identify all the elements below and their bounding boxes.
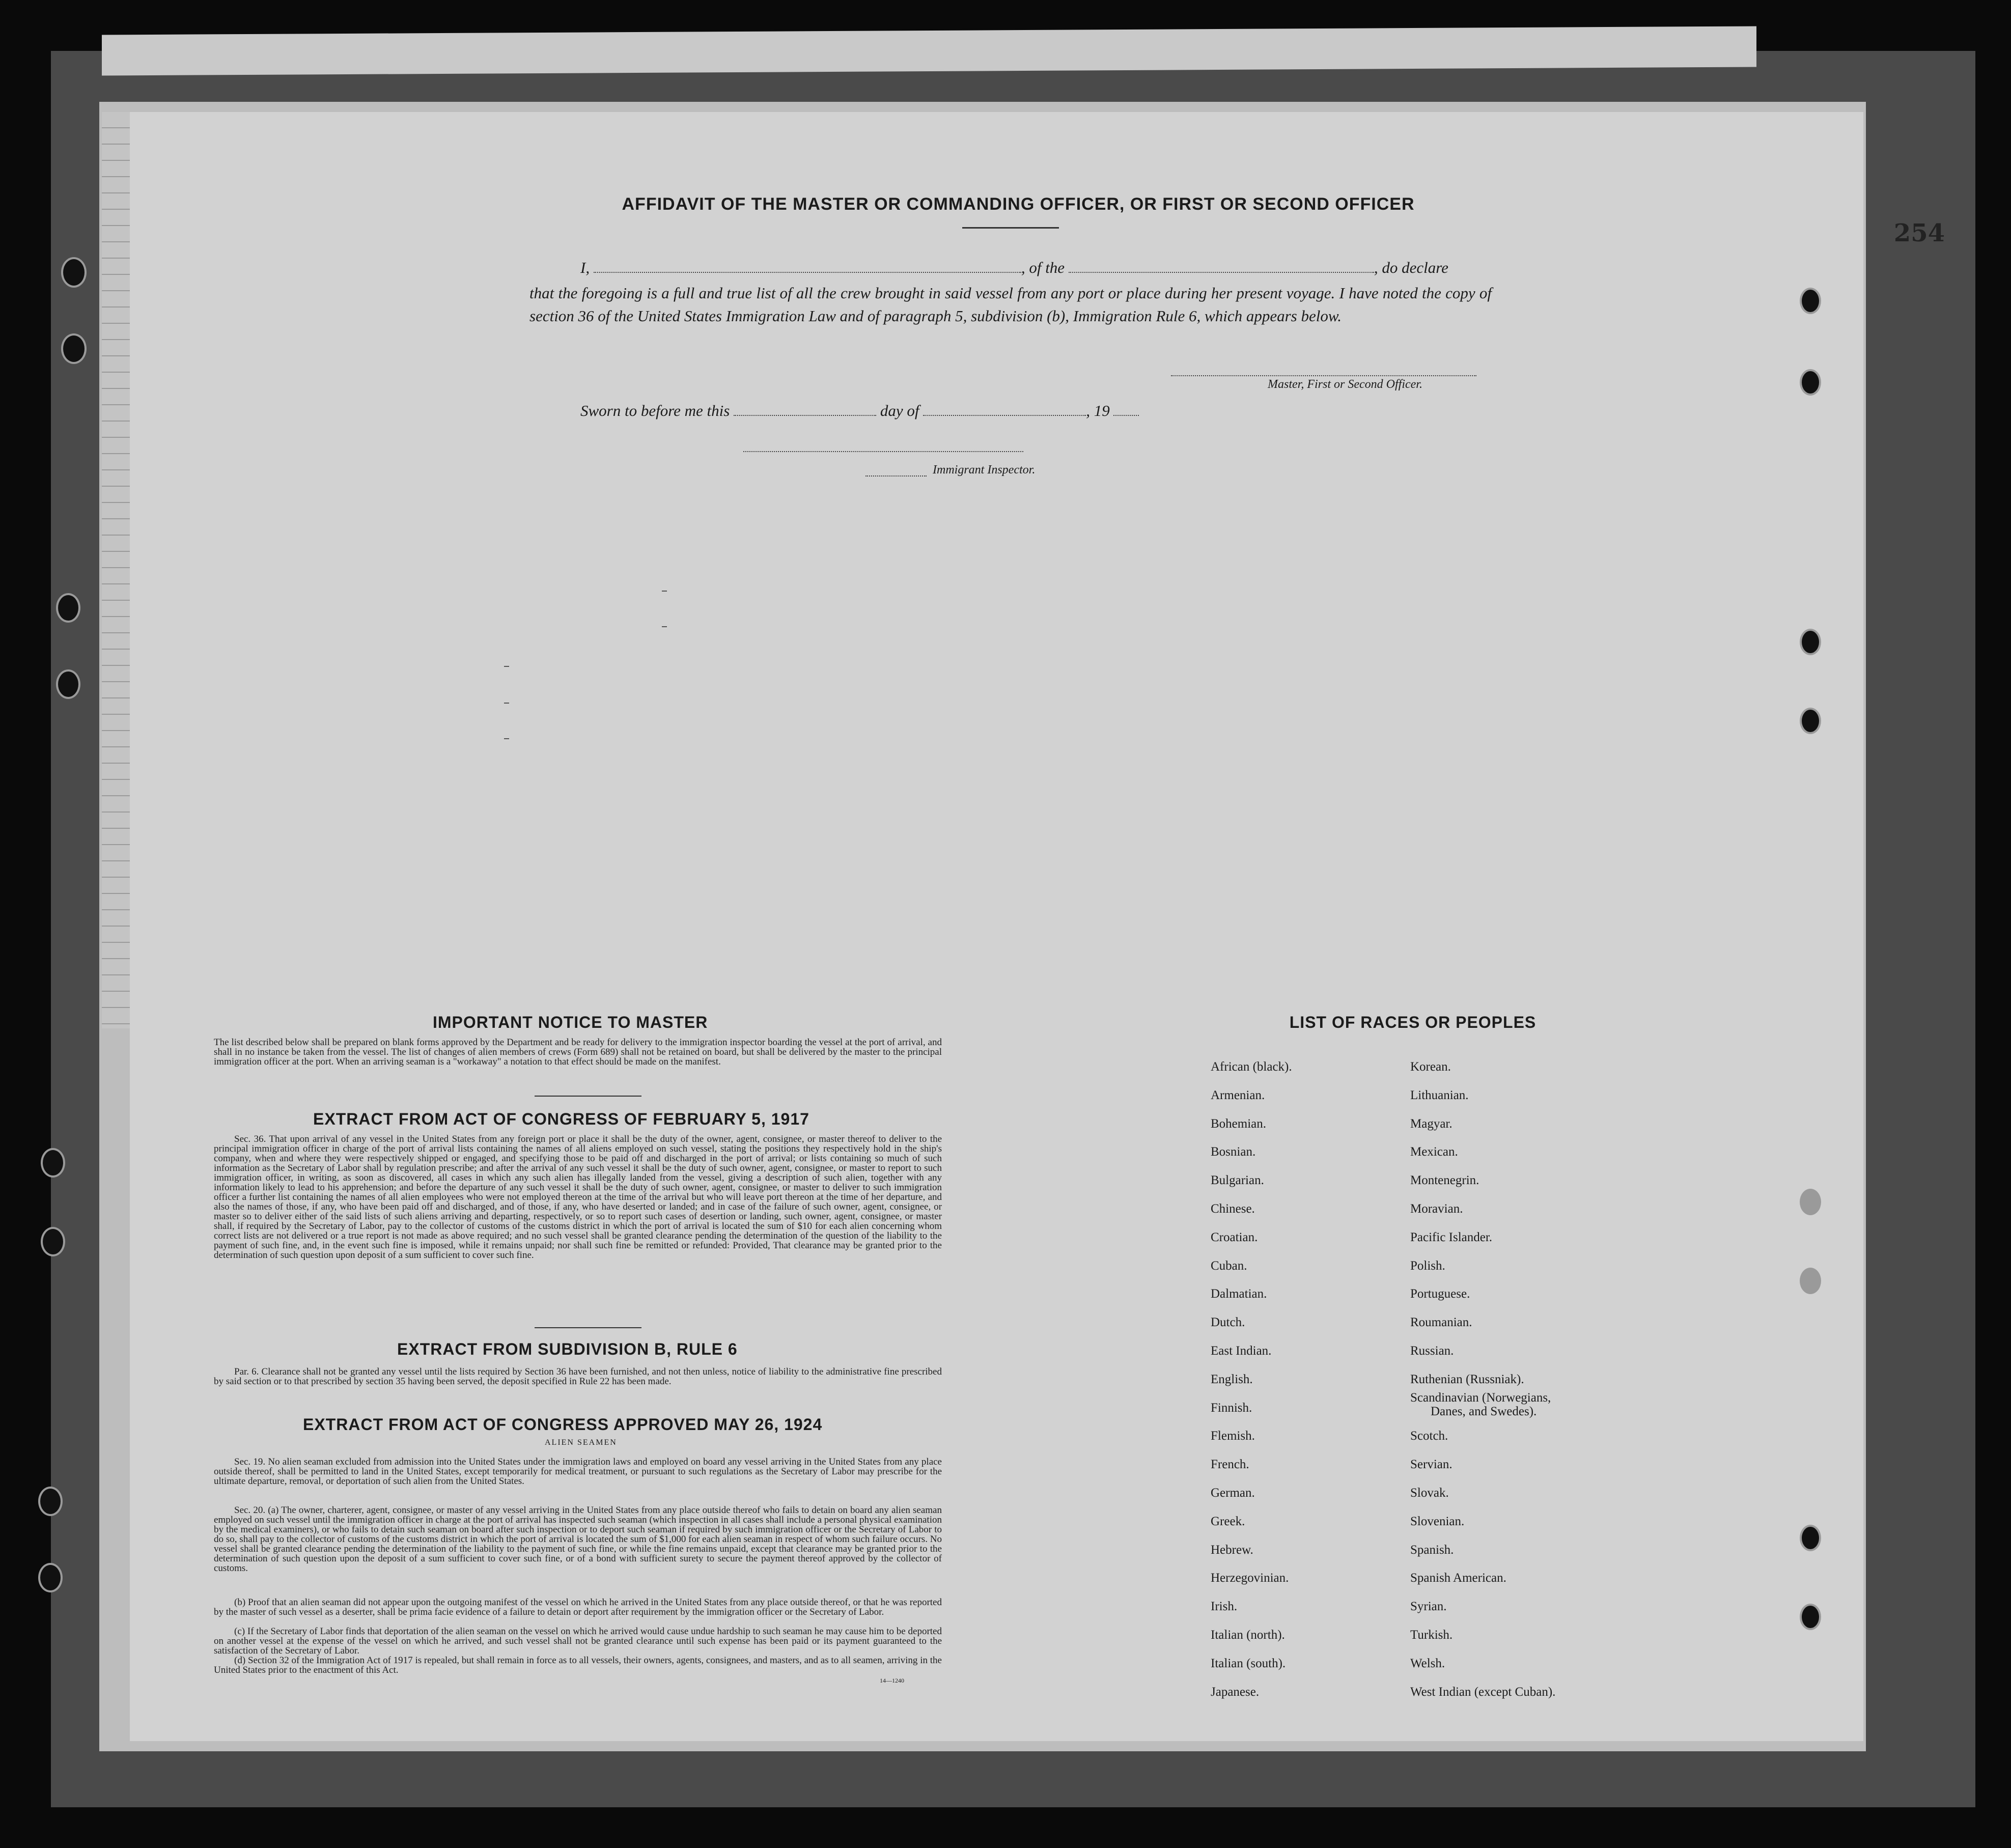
race-item: Russian. (1410, 1344, 1454, 1358)
race-item: English. (1211, 1372, 1253, 1386)
race-item: Roumanian. (1410, 1315, 1472, 1330)
race-item: Bulgarian. (1211, 1173, 1264, 1188)
race-item: Slovak. (1410, 1486, 1449, 1500)
binder-hole-icon (56, 593, 80, 623)
race-item: Bosnian. (1211, 1145, 1256, 1159)
race-item: Dalmatian. (1211, 1287, 1267, 1301)
race-item: Syrian. (1410, 1600, 1447, 1614)
binder-hole-icon (1800, 629, 1821, 655)
race-item: East Indian. (1211, 1344, 1272, 1358)
binder-hole-icon (1800, 1604, 1821, 1630)
back-sheet-edge (102, 26, 1756, 75)
alien-seamen-subtitle: ALIEN SEAMEN (545, 1438, 617, 1447)
binder-hole-icon (41, 1227, 65, 1256)
extract-1917-body: Sec. 36. That upon arrival of any vessel in the United States from any foreign port or place it shall be the duty of the owner, agent, consignee, or master thereof to deliver to the principal immigration officer in charge of the port of arrival lists containing the names of all aliens employed on such vessel, stating the positions they respectively hold in the ship's company, when and where they were respectively shipped or engaged, and specifying those to be paid off and discharged in the port of arrival; or lists containing so much of such information as the Secretary of Labor shall by regulation prescribe; and after the arrival of any such vessel it shall be the duty of such owner, agent, consignee, or master to report to such immigration officer, in writing, as soon as discovered, all cases in which any such alien has illegally landed from the vessel, giving a description of such alien, together with any information likely to lead to his apprehension; and before the departure of any such vessel it shall be the duty of such owner, agent, consignee, or master to deliver to such immigration officer a further list containing the names of all alien employees who were not employed thereon at the time of the arrival but who will leave port thereon at the time of her departure, and also the names of those, if any, who have been paid off and discharged, and of those, if any, who have deserted or landed; and in case of the failure of such owner, agent, consignee, or master so to deliver either of the said lists of such aliens arriving and departing, respectively, or so to report such cases of desertion or landing, such owner, agent, consignee, or master shall, if required by the Secretary of Labor, pay to the collector of customs of the customs district in which the port of arrival is located the sum of $10 for each alien concerning whom correct lists are not delivered or a true report is not made as above required; and no such vessel shall be granted clearance pending the determination of the question of the liability to the payment of such fine, and, in the event such fine is imposed, while it remains unpaid; nor shall such fine be remitted or refunded: Provided, That clearance may be granted prior to the determination of such question upon deposit of a sum sufficient to cover such fine. (214, 1134, 942, 1261)
page-number: 254 (1893, 219, 1945, 247)
race-item: West Indian (except Cuban). (1410, 1685, 1556, 1699)
inspector-signature-field-2[interactable] (865, 474, 927, 477)
binder-hole-icon (61, 333, 87, 364)
binder-hole-icon (1800, 369, 1821, 396)
race-item: Bohemian. (1211, 1116, 1267, 1131)
sworn-line (580, 402, 1139, 420)
race-item: German. (1211, 1486, 1255, 1500)
race-item: Scandinavian (Norwegians, (1410, 1390, 1551, 1405)
affidavit-body: that the foregoing is a full and true list of all the crew brought in said vessel from any port or place during her present voyage. I have noted the copy of section 36 of the United States Immigration Law and of paragraph 5, subdivision (b), Immigration Rule 6, which appears below. (529, 284, 1492, 325)
inspector-signature-field[interactable] (743, 450, 1023, 452)
stray-mark (504, 666, 509, 667)
race-item: Armenian. (1211, 1088, 1265, 1102)
notice-body: The list described below shall be prepared on blank forms approved by the Department and be ready for delivery to the immigration inspector boarding the vessel at the port of arrival, and shall in no instance be taken from the vessel. The list of changes of alien members of crews (Form 689) shall not be retained on board, but shall be delivered by the master to the principal immigration officer at the port. When an arriving seaman is a "workaway" a notation to that effect should be made on the manifest. (214, 1037, 942, 1067)
binder-hole-icon (1800, 1189, 1821, 1215)
master-signature-field[interactable] (1171, 374, 1476, 376)
sworn-text: Sworn to before me this (580, 402, 730, 419)
race-item: Spanish American. (1410, 1571, 1506, 1585)
form-number: 14—1240 (880, 1677, 904, 1684)
declaration-of: , of the (1021, 259, 1065, 276)
binder-hole-icon (61, 257, 87, 288)
race-item: Ruthenian (Russniak). (1410, 1372, 1524, 1386)
race-item: Scotch. (1410, 1429, 1448, 1443)
binder-hole-icon (56, 669, 80, 699)
race-item: Welsh. (1410, 1656, 1445, 1670)
race-item: Lithuanian. (1410, 1088, 1469, 1102)
race-item: Chinese. (1211, 1202, 1255, 1216)
binder-hole-icon (1800, 1525, 1821, 1551)
race-item: Finnish. (1211, 1401, 1252, 1415)
section-divider (535, 1327, 641, 1328)
form-page (130, 112, 1863, 1741)
race-item: Hebrew. (1211, 1543, 1253, 1557)
stray-mark (504, 703, 509, 704)
sworn-year-prefix: , 19 (1086, 402, 1110, 419)
race-item: Mexican. (1410, 1145, 1458, 1159)
name-field[interactable] (594, 260, 1021, 273)
race-item: Herzegovinian. (1211, 1571, 1289, 1585)
binder-hole-icon (1800, 708, 1821, 734)
race-item: African (black). (1211, 1060, 1292, 1074)
affidavit-title: AFFIDAVIT OF THE MASTER OR COMMANDING OFFICER, OR FIRST OR SECOND OFFICER (622, 194, 1415, 214)
race-item: Italian (south). (1211, 1656, 1286, 1670)
race-item: Servian. (1410, 1458, 1453, 1472)
inspector-signature-label: Immigrant Inspector. (933, 463, 1036, 477)
sec-20c-text: (c) If the Secretary of Labor finds that deportation of the alien seaman on the vessel on which he arrived would cause undue hardship to such seaman he may cause him to be deported on another vessel at the expense of the vessel on which he arrived, and such vessel shall not be granted clearance until such expense has been paid or its payment guaranteed to the satisfaction of the Secretary of Labor. (214, 1626, 942, 1656)
race-item: Cuban. (1211, 1258, 1247, 1273)
sec-19-text: Sec. 19. No alien seaman excluded from admission into the United States under the immigration laws and employed on board any vessel arriving in the United States from any place outside thereof, shall be permitted to land in the United States, except temporarily for medical treatment, or pursuant to such regulations as the Secretary of Labor may prescribe for the ultimate departure, removal, or deportation of such alien from the United States. (214, 1457, 942, 1487)
sec-20b-text: (b) Proof that an alien seaman did not appear upon the outgoing manifest of the vessel on which he arrived in the United States from any place outside thereof, or that he was reported by the master of such vessel as a deserter, shall be prima facie evidence of a failure to detain or deport after requirement by the immigration officer or the Secretary of Labor. (214, 1597, 942, 1617)
extract-rule6-title: EXTRACT FROM SUBDIVISION B, RULE 6 (397, 1340, 738, 1358)
binder-hole-icon (1800, 1268, 1821, 1294)
race-item: Croatian. (1211, 1230, 1258, 1244)
sec-20d-text: (d) Section 32 of the Immigration Act of 1917 is repealed, but shall remain in force as to all vessels, their owners, agents, consignees, and masters, and as to all seamen, arriving in the United States prior to the enactment of this Act. (214, 1655, 942, 1675)
race-item: Flemish. (1211, 1429, 1255, 1443)
extract-1917-title: EXTRACT FROM ACT OF CONGRESS OF FEBRUARY 5, 1917 (313, 1110, 809, 1128)
binder-hole-icon (38, 1563, 63, 1592)
race-item: Moravian. (1410, 1202, 1463, 1216)
race-item: Magyar. (1410, 1116, 1453, 1131)
master-signature-label: Master, First or Second Officer. (1268, 378, 1422, 391)
race-item: Japanese. (1211, 1685, 1260, 1699)
race-item: Spanish. (1410, 1543, 1454, 1557)
sec-20a-text: Sec. 20. (a) The owner, charterer, agent, consignee, or master of any vessel arriving in the United States from any place outside thereof who fails to detain on board any alien seaman employed on such vessel until the immigration officer in charge at the port of arrival has inspected such seaman (which inspection in all cases shall include a personal physical examination by the medical examiners), or who fails to detain such seaman on board after such inspection or to deport such seaman if required by such immigration officer or the Secretary of Labor to do so, shall pay to the collector of customs of the customs district in which the port of arrival is located the sum of $1,000 for each alien seaman in respect of whom such failure occurs. No vessel shall be granted clearance pending the determination of the liability to the payment of such fine, or while the fine remains unpaid, except that clearance may be granted prior to the determination of such question upon the deposit of a sum sufficient to cover such fine, or of a bond with sufficient surety to secure the payment thereof approved by the collector of customs. (214, 1505, 942, 1574)
race-item: Korean. (1410, 1060, 1451, 1074)
race-item: Pacific Islander. (1410, 1230, 1493, 1244)
race-item: Turkish. (1410, 1628, 1453, 1642)
races-title: LIST OF RACES OR PEOPLES (1289, 1013, 1537, 1031)
declaration-i: I, (580, 259, 590, 276)
declaration-declare: , do declare (1374, 259, 1448, 276)
sworn-day-field[interactable] (734, 403, 876, 416)
sworn-month-field[interactable] (923, 403, 1086, 416)
race-item: French. (1211, 1458, 1249, 1472)
stray-mark (504, 738, 509, 739)
binder-hole-icon (1800, 288, 1821, 314)
extract-1924-title: EXTRACT FROM ACT OF CONGRESS APPROVED MAY 26, 1924 (303, 1415, 823, 1434)
section-divider (535, 1096, 641, 1097)
binder-hole-icon (41, 1148, 65, 1178)
stray-mark (662, 591, 667, 592)
sworn-day-of: day of (880, 402, 919, 419)
stray-mark (662, 626, 667, 627)
race-item: Danes, and Swedes). (1431, 1404, 1537, 1418)
race-item: Greek. (1211, 1514, 1245, 1528)
declaration-line (580, 259, 1448, 277)
race-item: Italian (north). (1211, 1628, 1285, 1642)
binder-hole-icon (38, 1487, 63, 1516)
vessel-field[interactable] (1069, 260, 1374, 273)
race-item: Polish. (1410, 1258, 1445, 1273)
race-item: Irish. (1211, 1600, 1238, 1614)
extract-rule6-body: Par. 6. Clearance shall not be granted any vessel until the lists required by Section 36 have been furnished, and not then unless, notice of liability to the administrative fine prescribed by said section or to that prescribed by section 35 having been served, the deposit specified in Rule 22 has been made. (214, 1366, 942, 1387)
sworn-year-field[interactable] (1113, 403, 1139, 416)
race-item: Montenegrin. (1410, 1173, 1479, 1188)
notice-title: IMPORTANT NOTICE TO MASTER (433, 1013, 708, 1031)
race-item: Slovenian. (1410, 1514, 1465, 1528)
title-divider (962, 227, 1059, 229)
race-item: Dutch. (1211, 1315, 1245, 1330)
race-item: Portuguese. (1410, 1287, 1470, 1301)
